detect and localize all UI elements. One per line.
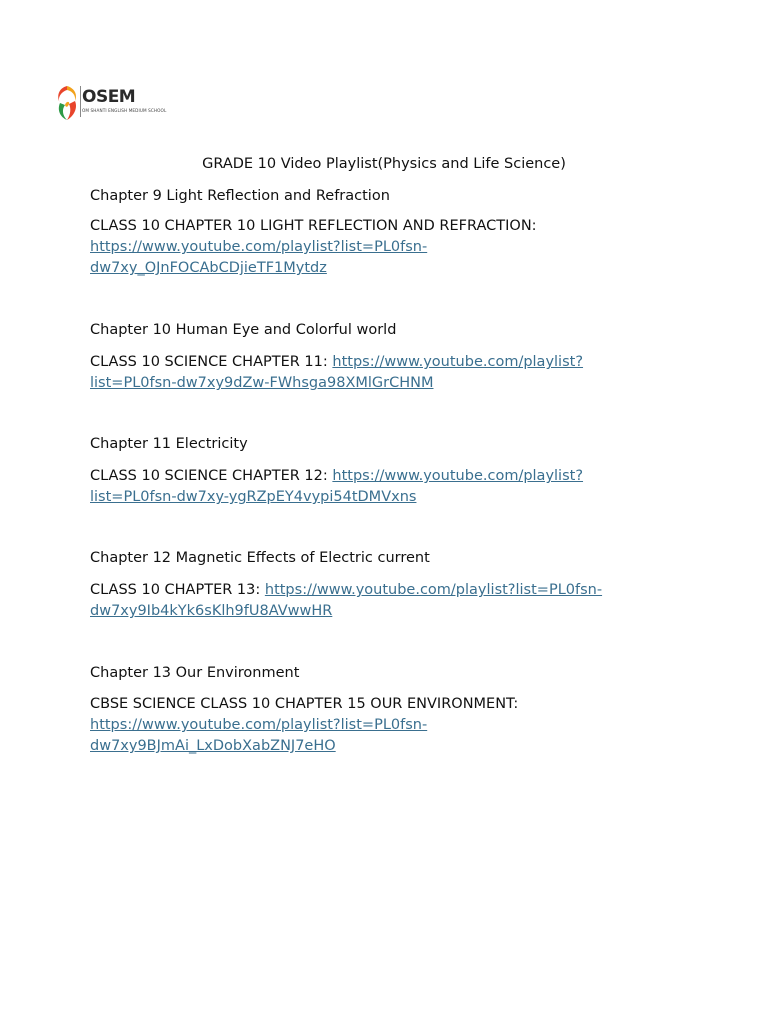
page-title: GRADE 10 Video Playlist(Physics and Life Science) <box>202 156 566 172</box>
chapter-heading: Chapter 12 Magnetic Effects of Electric current <box>90 550 430 566</box>
playlist-link[interactable] <box>90 239 427 276</box>
playlist-label: CLASS 10 SCIENCE CHAPTER 12: <box>90 468 328 484</box>
playlist-label: CBSE SCIENCE CLASS 10 CHAPTER 15 OUR ENVIRONMENT: <box>90 696 519 712</box>
playlist-link-part1[interactable]: https://www.youtube.com/playlist?list=PL0fsn- <box>90 717 428 733</box>
playlist-link-part2[interactable]: dw7xy_OJnFOCAbCDjieTF1Mytdz <box>90 260 327 276</box>
playlist-label: CLASS 10 CHAPTER 10 LIGHT REFLECTION AND REFRACTION: <box>90 218 537 234</box>
chapter-heading: Chapter 11 Electricity <box>90 436 248 452</box>
logo-swirl-icon <box>54 84 80 122</box>
playlist-link-part2[interactable]: list=PL0fsn-dw7xy9dZw-FWhsga98XMlGrCHNM <box>90 375 434 391</box>
playlist-entry <box>90 216 650 279</box>
chapter-heading: Chapter 9 Light Reflection and Refraction <box>90 188 390 204</box>
playlist-label: CLASS 10 CHAPTER 13: <box>90 582 261 598</box>
school-logo <box>54 84 174 122</box>
playlist-link[interactable] <box>90 717 427 754</box>
playlist-entry <box>90 466 650 508</box>
playlist-entry <box>90 694 650 757</box>
playlist-link-part1[interactable]: https://www.youtube.com/playlist?list=PL0fsn- <box>90 239 428 255</box>
chapter-heading: Chapter 10 Human Eye and Colorful world <box>90 322 397 338</box>
playlist-link-part1[interactable]: https://www.youtube.com/playlist? <box>332 354 584 370</box>
playlist-entry <box>90 580 650 622</box>
logo-name: OSEM <box>82 87 136 107</box>
playlist-label: CLASS 10 SCIENCE CHAPTER 11: <box>90 354 328 370</box>
playlist-link-part2[interactable]: list=PL0fsn-dw7xy-ygRZpEY4vypi54tDMVxns <box>90 489 417 505</box>
logo-divider <box>80 86 81 117</box>
playlist-link-part1[interactable]: https://www.youtube.com/playlist?list=PL0fsn- <box>264 582 603 598</box>
chapter-heading: Chapter 13 Our Environment <box>90 665 300 681</box>
logo-subtitle: OM SHANTI ENGLISH MEDIUM SCHOOL <box>82 108 167 113</box>
playlist-entry <box>90 352 650 394</box>
playlist-link-part2[interactable]: dw7xy9Ib4kYk6sKlh9fU8AVwwHR <box>90 603 333 619</box>
playlist-link-part1[interactable]: https://www.youtube.com/playlist? <box>332 468 584 484</box>
playlist-link-part2[interactable]: dw7xy9BJmAi_LxDobXabZNJ7eHO <box>90 738 336 754</box>
